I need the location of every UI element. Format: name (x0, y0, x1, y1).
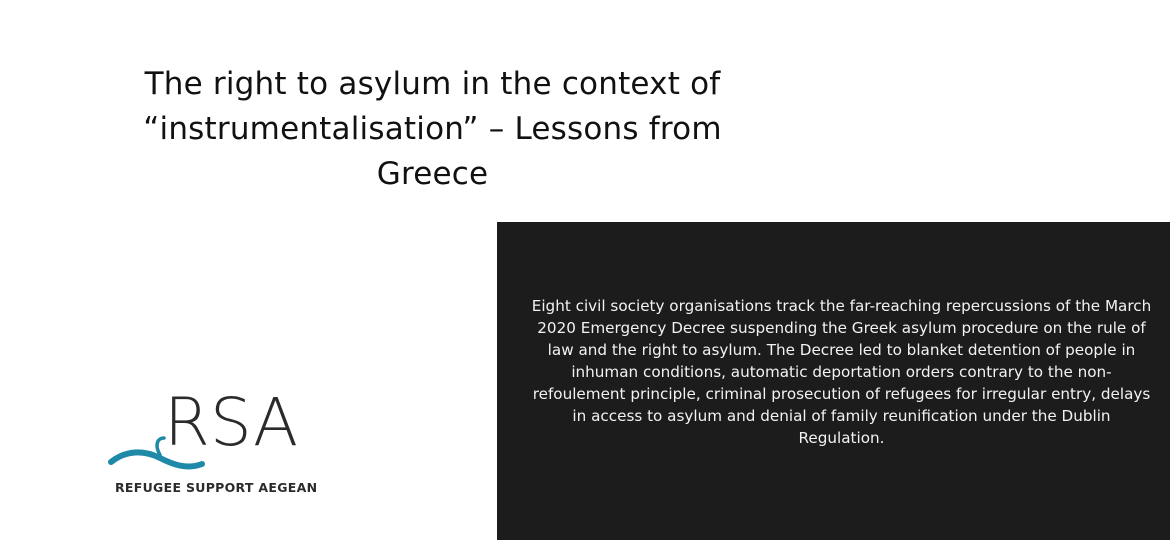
logo-tagline: REFUGEE SUPPORT AEGEAN (115, 480, 318, 495)
summary-panel (497, 222, 1170, 540)
logo-letters: RSA (164, 384, 299, 461)
rsa-logo (108, 384, 318, 502)
summary-text: Eight civil society organisations track the far-reaching repercussions of the March 2020 Emergency Decree suspending the Greek asylum procedure on the rule of law and the right to asylum. The Decree led to blanket detention of people in inhuman conditions, automatic deportation orders contrary to the non-refoulement principle, criminal prosecution of refugees for irregular entry, delays in access to asylum and denial of family reunification under the Dublin Regulation. (531, 297, 1152, 447)
page-title: The right to asylum in the context of “instrumentalisation” – Lessons from Greece (143, 66, 722, 192)
